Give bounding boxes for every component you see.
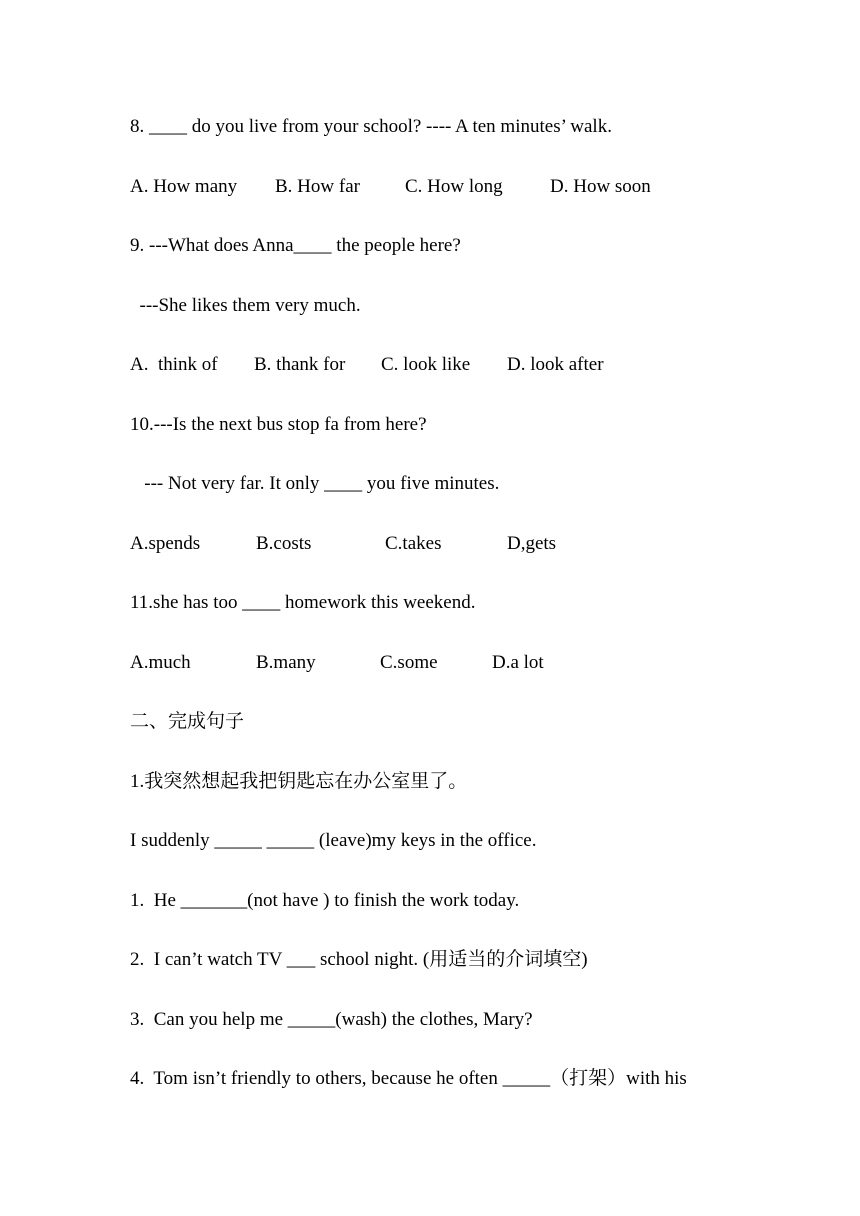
q8-option-c: C. How long <box>405 176 503 197</box>
q8-option-b: B. How far <box>275 176 360 197</box>
question-9-answer: ---She likes them very much. <box>130 295 361 316</box>
sentence-item-4: 4. Tom isn’t friendly to others, because he often _____（打架）with his <box>130 1068 687 1089</box>
q11-option-a: A.much <box>130 652 191 673</box>
q10-option-d: D,gets <box>507 533 557 554</box>
q10-option-c: C.takes <box>385 533 442 554</box>
q11-option-b: B.many <box>256 652 316 673</box>
q11-option-d: D.a lot <box>492 652 544 673</box>
sentence-1-chinese: 1.我突然想起我把钥匙忘在办公室里了。 <box>130 771 468 792</box>
sentence-1-english: I suddenly _____ _____ (leave)my keys in the office. <box>130 830 537 851</box>
question-10: 10.---Is the next bus stop fa from here? <box>130 414 427 435</box>
q11-option-c: C.some <box>380 652 438 673</box>
q8-option-d: D. How soon <box>550 176 651 197</box>
question-10-answer: --- Not very far. It only ____ you five minutes. <box>130 473 500 494</box>
section-heading: 二、完成句子 <box>130 711 245 732</box>
q10-option-b: B.costs <box>256 533 312 554</box>
question-9: 9. ---What does Anna____ the people here? <box>130 235 461 256</box>
q9-option-a: A. think of <box>130 354 218 375</box>
sentence-item-1: 1. He _______(not have ) to finish the work today. <box>130 890 520 911</box>
sentence-item-3: 3. Can you help me _____(wash) the clothes, Mary? <box>130 1009 533 1030</box>
q9-option-d: D. look after <box>507 354 604 375</box>
q10-option-a: A.spends <box>130 533 201 554</box>
q9-option-b: B. thank for <box>254 354 346 375</box>
q8-option-a: A. How many <box>130 176 238 197</box>
question-11: 11.she has too ____ homework this weekend. <box>130 592 476 613</box>
sentence-item-2: 2. I can’t watch TV ___ school night. (用适当的介词填空) <box>130 949 588 970</box>
question-8: 8. ____ do you live from your school? ---- A ten minutes’ walk. <box>130 116 612 137</box>
q9-option-c: C. look like <box>381 354 471 375</box>
